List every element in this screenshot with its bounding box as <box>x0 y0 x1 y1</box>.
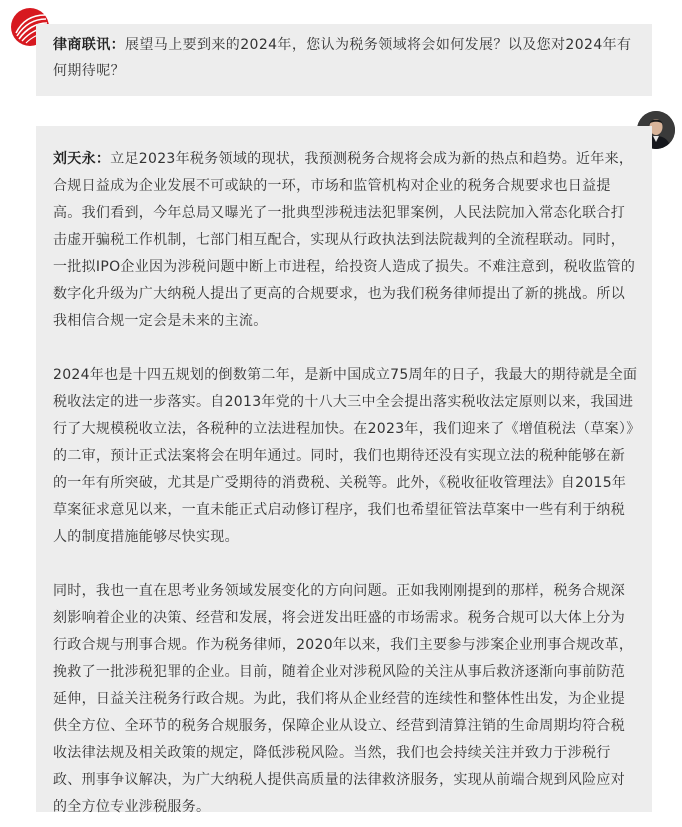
answer-paragraph-2: 2024年也是十四五规划的倒数第二年，是新中国成立75周年的日子，我最大的期待就是全面税收法定的进一步落实。自2013年党的十八大三中全会提出落实税收法定原则以来，我国进行了大规模税收立法，各税种的立法进程加快。在2023年，我们迎来了《增值税法（草案）》的二审，预计正式法案将会在明年通过。同时，我们也期待还没有实现立法的税种能够在新的一年有所突破，尤其是广受期待的消费税、关税等。此外，《税收征收管理法》自2015年草案征求意见以来，一直未能正式启动修订程序，我们也希望征管法草案中一些有利于纳税人的制度措施能够尽快实现。 <box>53 367 638 545</box>
question-text: 展望马上要到来的2024年，您认为税务领域将会如何发展？以及您对2024年有何期待呢？ <box>53 37 632 79</box>
answer-bubble <box>36 126 652 815</box>
answer-paragraph-3: 同时，我也一直在思考业务领域发展变化的方向问题。正如我刚刚提到的那样，税务合规深刻影响着企业的决策、经营和发展，将会迸发出旺盛的市场需求。税务合规可以大体上分为行政合规与刑事合规。作为税务律师，2020年以来，我们主要参与涉案企业刑事合规改革，挽救了一批涉税犯罪的企业。目前，随着企业对涉税风险的关注从事后救济逐渐向事前防范延伸，日益关注税务行政合规。为此，我们将从企业经营的连续性和整体性出发，为企业提供全方位、全环节的税务合规服务，保障企业从设立、经营到清算注销的生命周期均符合税收法律法规及相关政策的规定，降低涉税风险。当然，我们也会持续关注并致力于涉税行政、刑事争议解决，为广大纳税人提供高质量的法律救济服务，实现从前端合规到风险应对的全方位专业涉税服务。 <box>53 583 634 815</box>
question-bubble <box>36 24 652 96</box>
answer-speaker: 刘天永： <box>53 151 111 167</box>
question-speaker: 律商联讯： <box>53 37 125 53</box>
answer-paragraph-1: 刘天永：立足2023年税务领域的现状，我预测税务合规将会成为新的热点和趋势。近年来，合规日益成为企业发展不可或缺的一环，市场和监管机构对企业的税务合规要求也日益提高。我们看到，今年总局又曝光了一批典型涉税违法犯罪案例，人民法院加入常态化联合打击虚开骗税工作机制，七部门相互配合，实现从行政执法到法院裁判的全流程联动。同时，一批拟IPO企业因为涉税问题中断上市进程，给投资人造成了损失。不难注意到，税收监管的数字化升级为广大纳税人提出了更高的合规要求，也为我们税务律师提出了新的挑战。所以我相信合规一定会是未来的主流。 <box>53 151 636 329</box>
